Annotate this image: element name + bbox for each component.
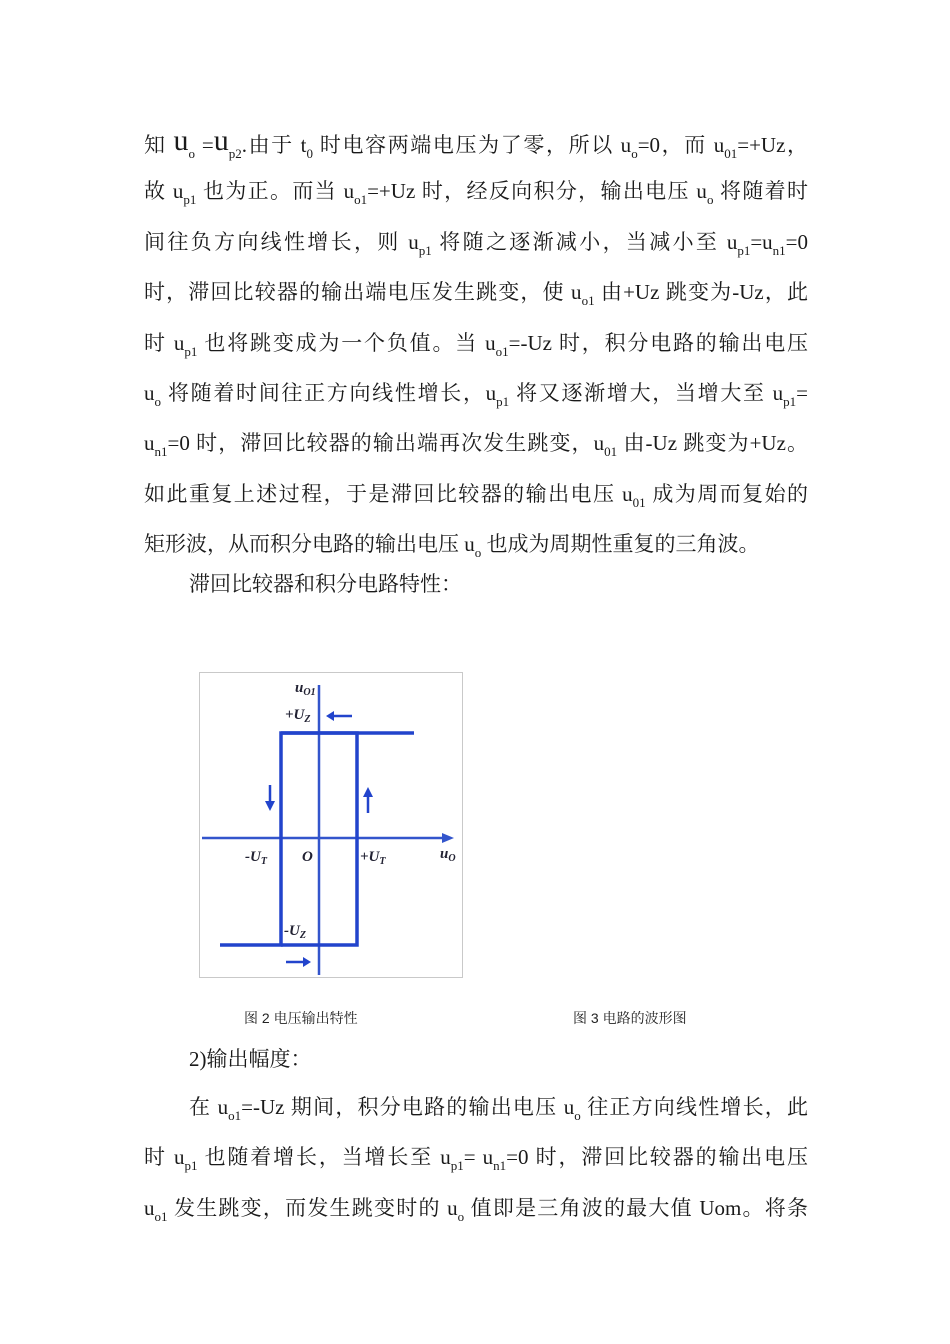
caption-figure-3: 图 3 电路的波形图: [573, 1010, 687, 1026]
p1-line-8: 如此重复上述过程，于是滞回比较器的输出电压 $u_{01}$ 成为周而复始的: [144, 481, 809, 510]
p1-line-2: 故 $u_{p1}$ 也为正。而当 $u_{o1}=+Uz$ 时，经反向积分，输出电压 $u_o$ 将随着时: [144, 179, 809, 208]
figure-voltage-transfer: [199, 672, 463, 978]
arrow-left-icon: [326, 711, 352, 721]
p1-line-5: 时 $u_{p1}$ 也将跳变成为一个负值。当 $u_{o1}=-Uz$ 时，积分电路的输出电压: [144, 330, 809, 359]
origin-label: O: [302, 849, 313, 865]
x-axis-label: $u_O$: [440, 846, 456, 864]
arrow-right-icon: [286, 957, 311, 967]
p1-line-4: 时，滞回比较器的输出端电压发生跳变，使 $u_{o1}$ 由+Uz 跳变为-Uz，此: [144, 280, 808, 309]
p1-line-6: $u_o$ 将随着时间往正方向线性增长，$u_{p1}$ 将又逐渐增大，当增大至 $u_{p1}=$: [144, 380, 809, 409]
arrow-down-icon: [265, 785, 275, 811]
paragraph-1: [144, 116, 808, 570]
minus-ut-label: $-U_T$: [245, 849, 267, 867]
p1-line-7: $u_{n1}=0$ 时，滞回比较器的输出端再次发生跳变，$u_{01}$ 由-Uz 跳变为+Uz。: [144, 431, 808, 460]
p1-line-3: 间往负方向线性增长，则 $u_{p1}$ 将随之逐渐减小，当减小至 $u_{p1}=u_{n1}=0$: [144, 229, 809, 258]
caption-figure-2: 图 2 电压输出特性: [244, 1010, 358, 1026]
p1-line-1: 知 $u_o =u_{p2}$.由于 $t_0$ 时电容两端电压为了零，所以 $u_o=0$，而 $u_{01}=+Uz$，: [144, 124, 809, 161]
plus-ut-label: $+U_T$: [360, 849, 386, 867]
p2-line-3: $u_{o1}$ 发生跳变，而发生跳变时的 $u_o$ 值即是三角波的最大值 Uom。将条: [144, 1195, 809, 1224]
arrow-up-icon: [363, 787, 373, 813]
paragraph-2: [144, 1082, 808, 1233]
section-title: 滞回比较器和积分电路特性：: [189, 572, 462, 596]
p2-line-2: 时 $u_{p1}$ 也随着增长，当增长至 $u_{p1}= u_{n1}=0$ 时，滞回比较器的输出电压: [144, 1145, 809, 1174]
y-axis-label: $u_{O1}$: [295, 680, 316, 698]
minus-uz-label: $-U_Z$: [284, 923, 306, 941]
hysteresis-diagram: [200, 673, 462, 977]
output-amplitude-heading: 2)输出幅度：: [189, 1047, 312, 1071]
p2-line-1: 在 $u_{o1}=-Uz$ 期间，积分电路的输出电压 $u_o$ 往正方向线性增长，此: [189, 1095, 809, 1123]
plus-uz-label: $+U_Z$: [285, 707, 311, 725]
x-axis-arrow-icon: [442, 833, 454, 843]
p1-line-9: 矩形波，从而积分电路的输出电压 $u_o$ 也成为周期性重复的三角波。: [144, 532, 760, 561]
